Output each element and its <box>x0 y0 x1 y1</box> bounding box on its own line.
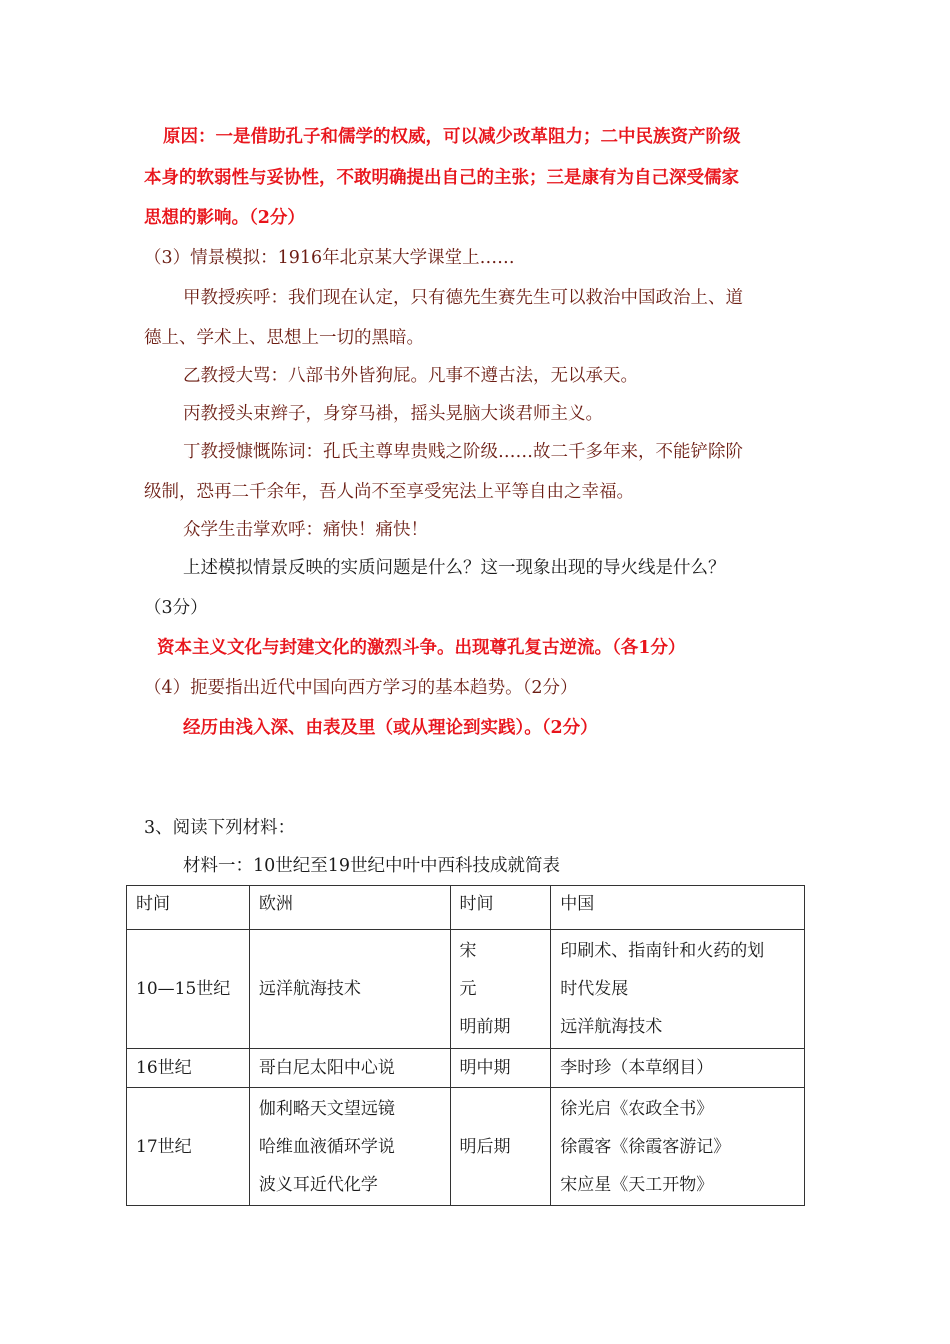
question3-prompt-line-1: 上述模拟情景反映的实质问题是什么？这一现象出现的导火线是什么？ <box>183 558 726 578</box>
table-row <box>127 1049 805 1088</box>
header-europe: 欧洲 <box>249 886 450 930</box>
row3-time: 17世纪 <box>127 1088 250 1206</box>
row1-europe: 远洋航海技术 <box>249 930 450 1049</box>
row2-china-time: 明中期 <box>450 1049 551 1088</box>
professor-yi-line: 乙教授大骂：八部书外皆狗屁。凡事不遵古法，无以承天。 <box>183 366 638 386</box>
question3-prompt-line-2: （3分） <box>144 598 208 618</box>
science-achievements-table <box>126 885 805 1206</box>
row2-time: 16世纪 <box>127 1049 250 1088</box>
professor-jia-line-2: 德上、学术上、思想上一切的黑暗。 <box>144 328 424 348</box>
professor-bing-line: 丙教授头束辫子，身穿马褂，摇头晃脑大谈君师主义。 <box>183 404 603 424</box>
material1-title: 材料一：10世纪至19世纪中叶中西科技成就简表 <box>183 856 561 876</box>
answer2-line-3: 思想的影响。（2分） <box>144 208 305 228</box>
table-header-row <box>127 886 805 930</box>
section3-heading: 3、阅读下列材料： <box>144 818 296 838</box>
row2-china: 李时珍（本草纲目） <box>551 1049 805 1088</box>
table-row <box>127 1088 805 1206</box>
question3-answer: 资本主义文化与封建文化的激烈斗争。出现尊孔复古逆流。（各1分） <box>157 638 686 658</box>
row1-china: 印刷术、指南针和火药的划 时代发展 远洋航海技术 <box>551 930 805 1049</box>
question3-title: （3）情景模拟：1916年北京某大学课堂上…… <box>144 248 515 268</box>
row3-china: 徐光启《农政全书》 徐霞客《徐霞客游记》 宋应星《天工开物》 <box>551 1088 805 1206</box>
row1-china-time: 宋 元 明前期 <box>450 930 551 1049</box>
header-china: 中国 <box>551 886 805 930</box>
row3-europe: 伽利略天文望远镜 哈维血液循环学说 波义耳近代化学 <box>249 1088 450 1206</box>
header-time-china: 时间 <box>450 886 551 930</box>
professor-jia-line-1: 甲教授疾呼：我们现在认定，只有德先生赛先生可以救治中国政治上、道 <box>183 288 743 308</box>
professor-ding-line-2: 级制，恐再二千余年，吾人尚不至享受宪法上平等自由之幸福。 <box>144 482 634 502</box>
answer2-line-1: 原因：一是借助孔子和儒学的权威，可以减少改革阻力；二中民族资产阶级 <box>163 127 741 147</box>
header-time-europe: 时间 <box>127 886 250 930</box>
answer2-line-2: 本身的软弱性与妥协性，不敢明确提出自己的主张；三是康有为自己深受儒家 <box>144 168 739 188</box>
row1-time: 10—15世纪 <box>127 930 250 1049</box>
row2-europe: 哥白尼太阳中心说 <box>249 1049 450 1088</box>
students-cheer-line: 众学生击掌欢呼：痛快！痛快！ <box>183 520 428 540</box>
row3-china-time: 明后期 <box>450 1088 551 1206</box>
professor-ding-line-1: 丁教授慷慨陈词：孔氏主尊卑贵贱之阶级……故二千多年来，不能铲除阶 <box>183 442 743 462</box>
question4-prompt: （4）扼要指出近代中国向西方学习的基本趋势。（2分） <box>144 678 578 698</box>
question4-answer: 经历由浅入深、由表及里（或从理论到实践）。（2分） <box>183 718 598 738</box>
table-row <box>127 930 805 1049</box>
